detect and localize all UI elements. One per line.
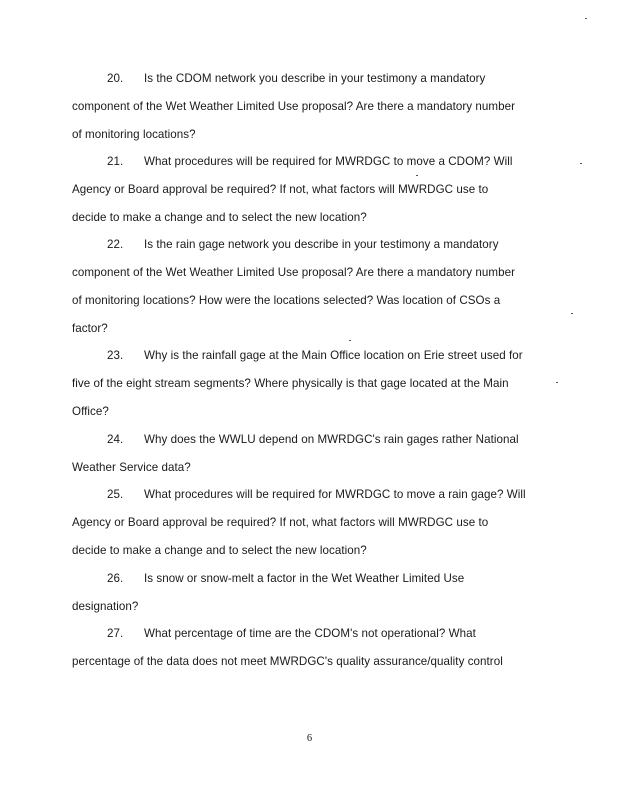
- question-line: Agency or Board approval be required? If not, what factors will MWRDGC use to: [72, 183, 489, 196]
- question-line: decide to make a change and to select the new location?: [72, 544, 367, 557]
- question-number: 27.: [107, 627, 124, 640]
- scan-speck: [580, 163, 582, 164]
- question-line: Agency or Board approval be required? If not, what factors will MWRDGC use to: [72, 516, 489, 529]
- question-line: of monitoring locations? How were the locations selected? Was location of CSOs a: [72, 294, 501, 307]
- question-first-line: [72, 426, 552, 454]
- question-first-line: [72, 481, 552, 509]
- question-first-line: [72, 148, 552, 176]
- question-text: Why is the rainfall gage at the Main Office location on Erie street used for: [144, 349, 523, 362]
- question-first-line: [72, 620, 552, 648]
- question-text: What percentage of time are the CDOM's not operational? What: [144, 627, 476, 640]
- question-number: 25.: [107, 488, 124, 501]
- question-23: [72, 342, 552, 426]
- question-line: factor?: [72, 322, 108, 335]
- question-text: Is the CDOM network you describe in your testimony a mandatory: [144, 72, 486, 85]
- question-number: 21.: [107, 155, 124, 168]
- question-first-line: [72, 231, 552, 259]
- question-line: percentage of the data does not meet MWRDGC's quality assurance/quality control: [72, 655, 503, 668]
- question-27: [72, 620, 552, 676]
- question-24: [72, 426, 552, 482]
- question-text: Is snow or snow-melt a factor in the Wet Weather Limited Use: [144, 572, 465, 585]
- scan-speck: [571, 313, 573, 314]
- question-21: [72, 148, 552, 232]
- question-20: [72, 65, 552, 149]
- question-26: [72, 565, 552, 621]
- question-first-line: [72, 565, 552, 593]
- scan-speck: [556, 382, 558, 383]
- scan-speck: [585, 18, 587, 19]
- page-number: 6: [306, 733, 313, 744]
- question-text: Is the rain gage network you describe in your testimony a mandatory: [144, 238, 499, 251]
- question-text: What procedures will be required for MWRDGC to move a CDOM? Will: [144, 155, 513, 168]
- scan-speck: [349, 340, 351, 341]
- question-number: 23.: [107, 349, 124, 362]
- question-line: component of the Wet Weather Limited Use proposal? Are there a mandatory number: [72, 100, 516, 113]
- question-22: [72, 231, 552, 343]
- question-text: What procedures will be required for MWRDGC to move a rain gage? Will: [144, 488, 526, 501]
- question-number: 24.: [107, 433, 124, 446]
- question-line: decide to make a change and to select the new location?: [72, 211, 367, 224]
- question-line: Weather Service data?: [72, 461, 191, 474]
- question-number: 20.: [107, 72, 124, 85]
- question-first-line: [72, 342, 552, 370]
- question-first-line: [72, 65, 552, 93]
- question-line: Office?: [72, 405, 109, 418]
- question-line: of monitoring locations?: [72, 128, 196, 141]
- question-text: Why does the WWLU depend on MWRDGC's rain gages rather National: [144, 433, 519, 446]
- question-number: 22.: [107, 238, 124, 251]
- question-number: 26.: [107, 572, 124, 585]
- scan-speck: [416, 175, 418, 176]
- question-line: five of the eight stream segments? Where physically is that gage located at the Main: [72, 377, 509, 390]
- question-25: [72, 481, 552, 565]
- question-line: component of the Wet Weather Limited Use proposal? Are there a mandatory number: [72, 266, 516, 279]
- question-line: designation?: [72, 600, 139, 613]
